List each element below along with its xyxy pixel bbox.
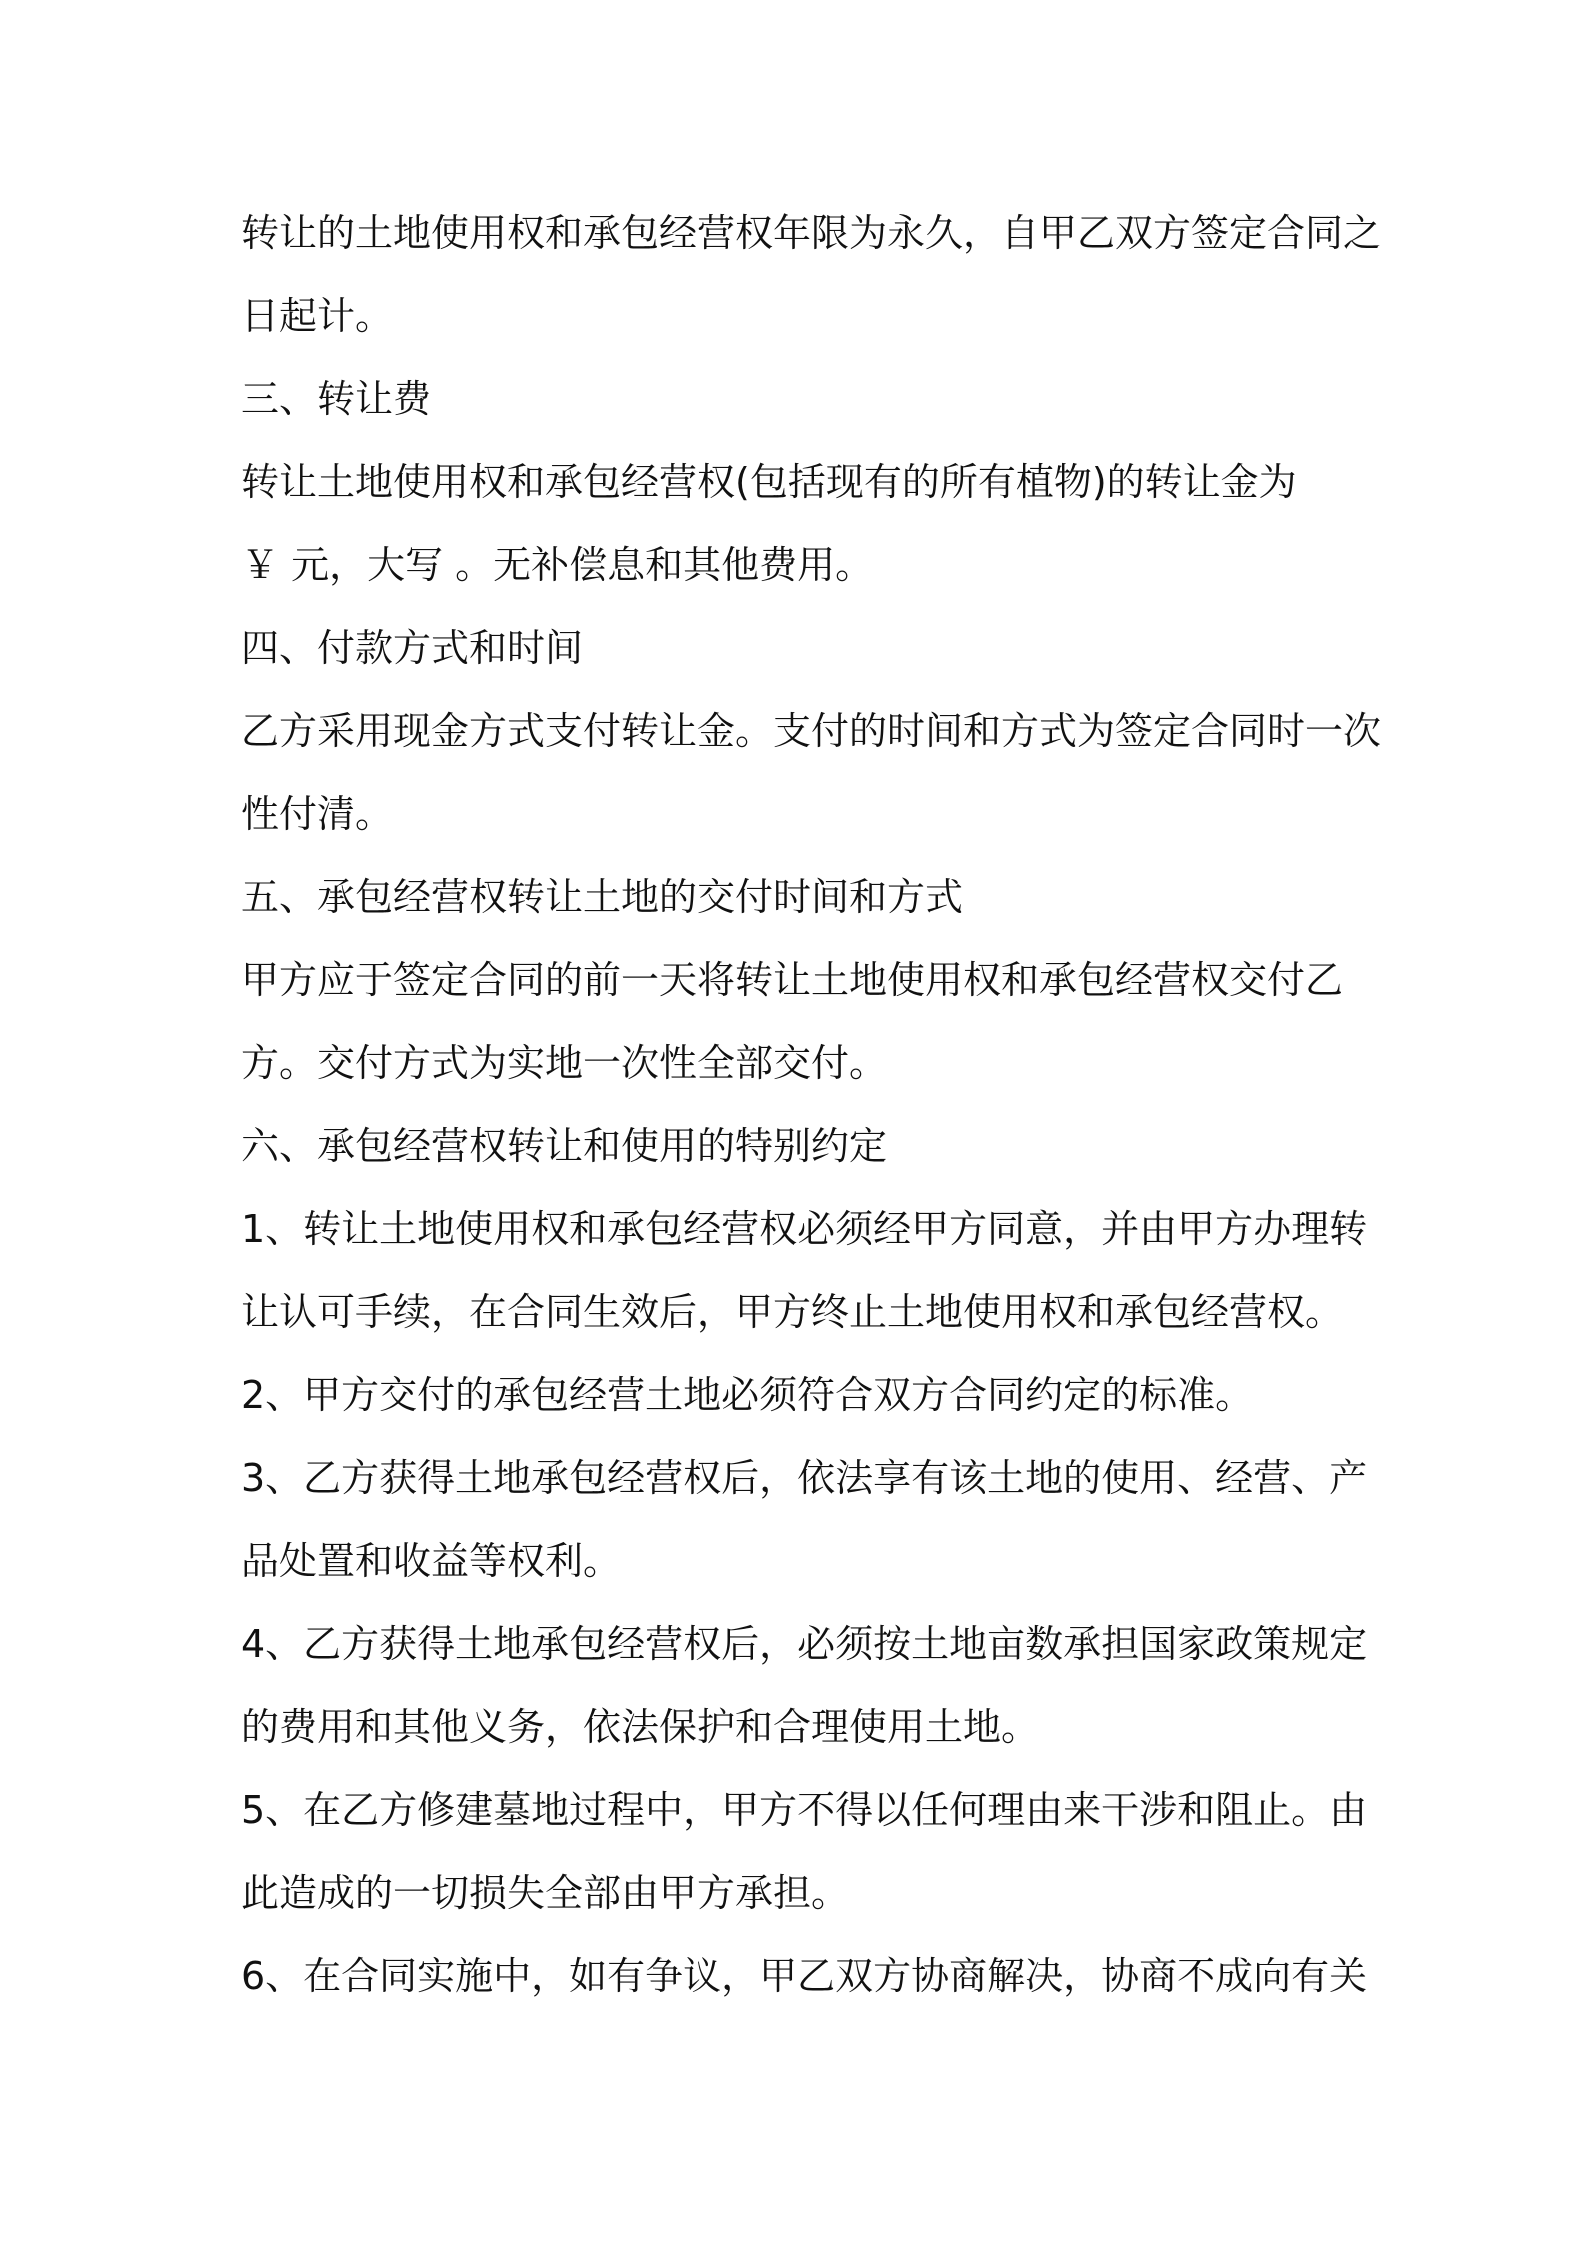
section-heading: 六、承包经营权转让和使用的特别约定 — [241, 1124, 888, 1168]
text-line: ￥ 元，大写 。无补偿息和其他费用。 — [241, 543, 874, 587]
text-line: 日起计。 — [241, 294, 394, 338]
clause-line: 让认可手续，在合同生效后，甲方终止土地使用权和承包经营权。 — [241, 1290, 1344, 1334]
text-line: 甲方应于签定合同的前一天将转让土地使用权和承包经营权交付乙 — [241, 958, 1344, 1002]
text-line: 转让的土地使用权和承包经营权年限为永久，自甲乙双方签定合同之 — [241, 211, 1382, 255]
section-heading: 五、承包经营权转让土地的交付时间和方式 — [241, 875, 964, 919]
text-line: 转让土地使用权和承包经营权(包括现有的所有植物)的转让金为 — [241, 460, 1297, 504]
text-line: 方。交付方式为实地一次性全部交付。 — [241, 1041, 888, 1085]
text-line: 性付清。 — [241, 792, 394, 836]
clause-line: 4、乙方获得土地承包经营权后，必须按土地亩数承担国家政策规定 — [241, 1622, 1368, 1666]
clause-line: 5、在乙方修建墓地过程中，甲方不得以任何理由来干涉和阻止。由 — [241, 1788, 1368, 1832]
clause-line: 1、转让土地使用权和承包经营权必须经甲方同意，并由甲方办理转 — [241, 1207, 1368, 1251]
section-heading: 三、转让费 — [241, 377, 432, 421]
section-heading: 四、付款方式和时间 — [241, 626, 584, 670]
clause-line: 6、在合同实施中，如有争议，甲乙双方协商解决，协商不成向有关 — [241, 1954, 1368, 1998]
clause-line: 的费用和其他义务，依法保护和合理使用土地。 — [241, 1705, 1040, 1749]
document-body — [241, 192, 1382, 2018]
clause-line: 3、乙方获得土地承包经营权后，依法享有该土地的使用、经营、产 — [241, 1456, 1368, 1500]
text-line: 乙方采用现金方式支付转让金。支付的时间和方式为签定合同时一次 — [241, 709, 1382, 753]
clause-line: 此造成的一切损失全部由甲方承担。 — [241, 1871, 850, 1915]
clause-line: 2、甲方交付的承包经营土地必须符合双方合同约定的标准。 — [241, 1373, 1254, 1417]
clause-line: 品处置和收益等权利。 — [241, 1539, 622, 1583]
